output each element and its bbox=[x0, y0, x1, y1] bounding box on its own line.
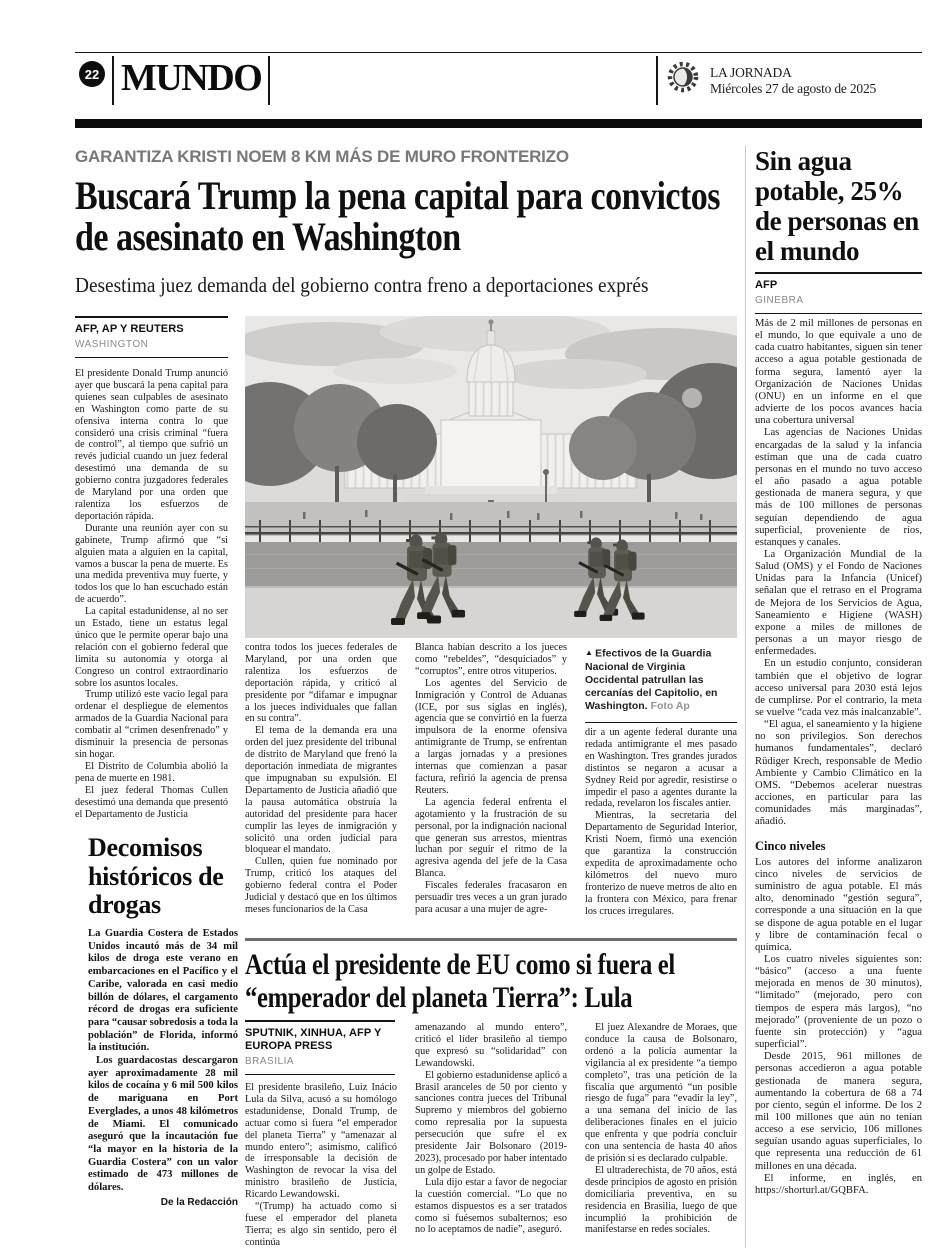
paragraph: El presidente brasileño, Luiz Inácio Lula da Silva, acusó a su homólogo estadunidense, Donald Trump, de actuar como si fuera “el emperador del planeta Tierra” y “amenazar al mundo entero”; asimismo, calificó de irresponsable la decisión de Washington de revocar la visa del ministro brasileño de Justicia, Ricardo Lewandowski. bbox=[245, 1082, 397, 1201]
byline-agencies: SPUTNIK, XINHUA, AFP Y EUROPA PRESS bbox=[245, 1027, 382, 1052]
byline-dateline: WASHINGTON bbox=[75, 339, 149, 350]
main-body-column-4 bbox=[585, 727, 737, 937]
paragraph: El presidente Donald Trump anunció ayer que buscará la pena capital para quienes sean culpables de asesinato en Washington como parte de su ofensiva interna contra lo que consideró una crisis criminal “fuera de control”, al tiempo que sufrió un revés judicial cuando un juez federal desestimó una demanda de su gobierno contra juzgadores federales de Maryland por una orden que ralentiza los esfuerzos de deportación rápida. bbox=[75, 368, 228, 522]
paragraph: Los agentes del Servicio de Inmigración y Control de Aduanas (ICE, por sus siglas en inglés), agencia que se convirtió en la fuerza impulsora de la enorme ofensiva antimigrante de Trump, se enfrentan a largas jornadas y a presiones internas que comienzan a pasar factura, refirió la agencia de prensa Reuters. bbox=[415, 677, 567, 796]
paragraph: Las agencias de Naciones Unidas encargadas de la salud y la infancia estiman que una de cada cuatro personas en el mundo no tuvo acceso el año pasado a agua potable gestionada de manera segura, y que más de 100 millones de personas seguían dependiendo de agua superficial, proveniente de ríos, estanques y canales. bbox=[755, 427, 922, 548]
lula-body-column-2 bbox=[415, 1022, 567, 1252]
paragraph: La Organización Mundial de la Salud (OMS) y el Fondo de Naciones Unidas para la Infancia (Unicef) señalan que el retraso en el Programa de Mejora de los Servicios de Agua, Saneamiento e Higiene (WASH) expone a miles de millones de personas a un mayor riesgo de enfermedades. bbox=[755, 548, 922, 658]
water-subhead: Cinco niveles bbox=[755, 838, 826, 853]
paragraph: El tema de la demanda era una orden del juez presidente del tribunal de distrito de Maryland que frenó la deportación inmediata de migrantes que impugnaban su expulsión. El Departamento de Justicia añadió que la pausa automática obstruía la autoridad del presidente para hacer cumplir las leyes de inmigración y solicitó una orden judicial para bloquear el mandato. bbox=[245, 725, 397, 856]
paragraph: Blanca habían descrito a los jueces como “rebeldes”, “desquiciados” y “corruptos”, entre otros vituperios. bbox=[415, 642, 567, 677]
lula-body-column-3 bbox=[585, 1022, 737, 1252]
paragraph: Los guardacostas descargaron ayer aproximadamente 28 mil kilos de cocaína y 6 mil 500 kilos de mariguana en Port Everglades, a unos 48 kilómetros de Miami. El comunicado aseguró que la incautación fue “la mayor en la historia de la Guardia Costera” con un valor estimado de 473 millones de dólares. bbox=[88, 1055, 238, 1194]
drugs-box-paragraphs bbox=[88, 928, 238, 1195]
section-title: MUNDO bbox=[121, 57, 262, 99]
lula-separator-rule bbox=[245, 938, 737, 941]
paragraph: Trump utilizó este vacío legal para ordenar el despliegue de elementos armados de la Guardia Nacional para combatir al “crimen desenfrenado” y disminuir la presencia de personas sin hogar. bbox=[75, 689, 228, 760]
paragraph: Lula dijo estar a favor de negociar la cuestión comercial. “Lo que no estamos dispuestos es a ser tratados como si fuésemos subalternos; eso no lo aceptamos de nadie”, aseguró. bbox=[415, 1176, 567, 1236]
paragraph: dir a un agente federal durante una redada antimigrante el mes pasado en Washington. Tres grandes jurados distintos se negaron a acusar a Sydney Reid por agredir, resistirse o impedir el paso a agentes durante la redada, revelaron los fiscales antier. bbox=[585, 727, 737, 810]
paragraph: Desde 2015, 961 millones de personas accedieron a agua potable gestionada de manera segura, aumentando la cobertura de 68 a 74 por ciento, según el informe. De los 2 mil 100 millones que aún no tenían acceso a ese servicio, 106 millones seguían usando aguas superficiales, lo que representa una reducción de 61 millones en una década. bbox=[755, 1051, 922, 1172]
paragraph: amenazando al mundo entero”, criticó el líder brasileño al tiempo que expresó su “solidaridad” con Lewandowski. bbox=[415, 1022, 567, 1069]
paragraph: La capital estadunidense, al no ser un Estado, tiene un estatus legal único que le permite operar bajo una relación con el gobierno federal que limita su autonomía y otorga al Congreso un control extraordinario sobre los asuntos locales. bbox=[75, 606, 228, 689]
publication-date: Miércoles 27 de agosto de 2025 bbox=[710, 81, 877, 96]
header-divider bbox=[268, 56, 270, 105]
drugs-box-signoff: De la Redacción bbox=[160, 1196, 238, 1208]
la-jornada-sun-logo-icon bbox=[666, 60, 700, 94]
water-headline: Sin agua potable, 25% de personas en el mundo bbox=[755, 146, 919, 266]
paragraph: En un estudio conjunto, consideran también que el objetivo de lograr acceso universal para 2030 está lejos de cumplirse. Por el contrario, la meta se vuelve “cada vez más inalcanzable”. bbox=[755, 658, 922, 718]
main-subhead: Desestima juez demanda del gobierno contra freno a deportaciones exprés bbox=[75, 273, 649, 297]
column-divider-rule bbox=[745, 146, 746, 1248]
kicker: GARANTIZA KRISTI NOEM 8 KM MÁS DE MURO FRONTERIZO bbox=[75, 147, 569, 166]
lula-headline: Actúa el presidente de EU como si fuera el “emperador del planeta Tierra”: Lula bbox=[245, 948, 675, 1014]
photo-credit: Foto Ap bbox=[650, 699, 690, 712]
header-divider bbox=[112, 56, 114, 105]
main-body-column-1 bbox=[75, 368, 228, 830]
header-divider bbox=[656, 56, 658, 105]
paragraph: Más de 2 mil millones de personas en el mundo, lo que equivale a uno de cada cuatro habitantes, siguen sin tener acceso a agua potable gestionada de forma segura, lamentó ayer la Organización de Naciones Unidas (ONU) en un informe en el que advierte de los pocos avances hacia una cobertura universal bbox=[755, 318, 922, 427]
paragraph: Los cuatro niveles siguientes son: “básico” (acceso a una fuente mejorada en menos de 30 minutos), “limitado” (mejorado, pero con tiempos de espera más largos), “no mejorado” (proveniente de un pozo o fuente sin protección) y “agua superficial”. bbox=[755, 953, 922, 1051]
main-body-column-3 bbox=[415, 642, 567, 938]
main-byline-block bbox=[75, 316, 228, 358]
paragraph: Los autores del informe analizaron cinco niveles de servicios de suministro de agua potable. El más alto, denominado “gestión segura”, corresponde a una situación en la que se dispone de agua potable en el lugar y libre de contaminación fecal o química. bbox=[755, 856, 922, 953]
paragraph: La Guardia Costera de Estados Unidos incautó más de 34 mil kilos de droga este verano en embarcaciones en el Pacífico y el Caribe, valorada en casi medio billón de dólares, el cargamento récord de drogas era suficiente para “causar sobredosis a toda la población” de Florida, informó la institución. bbox=[88, 928, 238, 1054]
byline-dateline: GINEBRA bbox=[755, 295, 804, 306]
paragraph: El juez federal Thomas Cullen desestimó una demanda que presentó el Departamento de Justicia bbox=[75, 784, 228, 820]
paragraph: El gobierno estadunidense aplicó a Brasil aranceles de 50 por ciento y sanciones contra jueces del Tribunal Supremo y miembros del gobierno como represalia por la supuesta persecución que sufre el ex presidente Jair Bolsonaro (2019-2023), procesado por haber intentado un golpe de Estado. bbox=[415, 1069, 567, 1176]
page-number-badge: 22 bbox=[79, 61, 105, 87]
paragraph: Fiscales federales fracasaron en persuadir tres veces a un gran jurado para acusar a una mujer de agre- bbox=[415, 880, 567, 915]
photo-caption bbox=[585, 646, 737, 723]
section-black-bar bbox=[75, 119, 922, 128]
paragraph: El Distrito de Columbia abolió la pena de muerte en 1981. bbox=[75, 760, 228, 784]
header-top-rule bbox=[75, 52, 922, 53]
lula-byline-block bbox=[245, 1020, 395, 1075]
paragraph: contra todos los jueces federales de Maryland, por una orden que ralentiza los esfuerzos de deportación rápida, y criticó al presidente por “difamar e impugnar a los jueces individuales que fallan en su contra”. bbox=[245, 642, 397, 725]
capitol-photo bbox=[245, 316, 737, 638]
lula-body-column-1 bbox=[245, 1082, 397, 1252]
paragraph: Cullen, quien fue nominado por Trump, criticó los ataques del gobierno federal contra el Poder Judicial y destacó que en los últimos meses funcionarios de la Casa bbox=[245, 856, 397, 915]
byline-agencies: AFP bbox=[755, 279, 778, 291]
paragraph: El informe, en inglés, en https://shorturl.at/GQBFA. bbox=[755, 1172, 922, 1196]
water-paragraphs-top bbox=[755, 318, 922, 829]
main-headline: Buscará Trump la pena capital para convictos de asesinato en Washington bbox=[75, 173, 721, 259]
paragraph: “(Trump) ha actuado como si fuese el emperador del planeta Tierra; es algo sin sentido, pero él continúa bbox=[245, 1201, 397, 1248]
byline-dateline: BRASILIA bbox=[245, 1056, 295, 1067]
caption-text: Efectivos de la Guardia Nacional de Virginia Occidental patrullan las cercanías del Capitolio, en Washington. bbox=[585, 647, 718, 712]
water-body-column bbox=[755, 318, 922, 1246]
byline-agencies: AFP, AP Y REUTERS bbox=[75, 323, 184, 335]
paragraph: El juez Alexandre de Moraes, que conduce la causa de Bolsonaro, ordenó a la policía aumentar la vigilancia al ex presidente “a tiempo completo”, tras una petición de la fiscalía que argumentó “un posible riesgo de fuga” para “evadir la ley”, a una semana del inicio de las deliberaciones finales en el juicio que enfrenta y que podría concluir con una sentencia de hasta 40 años de prisión si es declarado culpable. bbox=[585, 1022, 737, 1164]
drugs-box-body bbox=[88, 928, 238, 1242]
masthead bbox=[710, 65, 876, 97]
paragraph: “El agua, el saneamiento y la higiene no son privilegios. Son derechos humanos fundamentales”, declaró Rüdiger Krech, responsable de Medio Ambiente y Cambio Climático en la OMS. “Debemos acelerar nuestras acciones, en particular para las comunidades más marginadas”, añadió. bbox=[755, 719, 922, 828]
main-body-column-2 bbox=[245, 642, 397, 938]
water-paragraphs-bottom bbox=[755, 857, 922, 1197]
paragraph: La agencia federal enfrenta el agotamiento y la frustración de su personal, por la indignación nacional que generan sus arrestos, mientras luchan por seguir el ritmo de la agresiva agenda del jefe de la Casa Blanca. bbox=[415, 796, 567, 880]
paragraph: Durante una reunión ayer con su gabinete, Trump afirmó que “si alguien mata a alguien en la capital, vamos a buscar la pena de muerte. Es una medida preventiva muy fuerte, y todos los que lo han escuchado están de acuerdo”. bbox=[75, 522, 228, 606]
paragraph: El ultraderechista, de 70 años, está desde principios de agosto en prisión domiciliaria preventiva, en su residencia en Brasilia, luego de que incumplió la prohibición de manifestarse en redes sociales. bbox=[585, 1164, 737, 1236]
drugs-box-title: Decomisos históricos de drogas bbox=[88, 833, 224, 919]
water-byline-block bbox=[755, 272, 922, 314]
caption-triangle-icon: ▲ bbox=[585, 648, 593, 657]
publication-name: LA JORNADA bbox=[710, 65, 792, 80]
paragraph: Mientras, la secretaria del Departamento de Seguridad Interior, Kristi Noem, firmó una exención que garantiza la construcción expedita de aproximadamente ocho kilómetros del nuevo muro fronterizo de nueve metros de alto en la frontera con México, para frenar los cruces irregulares. bbox=[585, 810, 737, 917]
